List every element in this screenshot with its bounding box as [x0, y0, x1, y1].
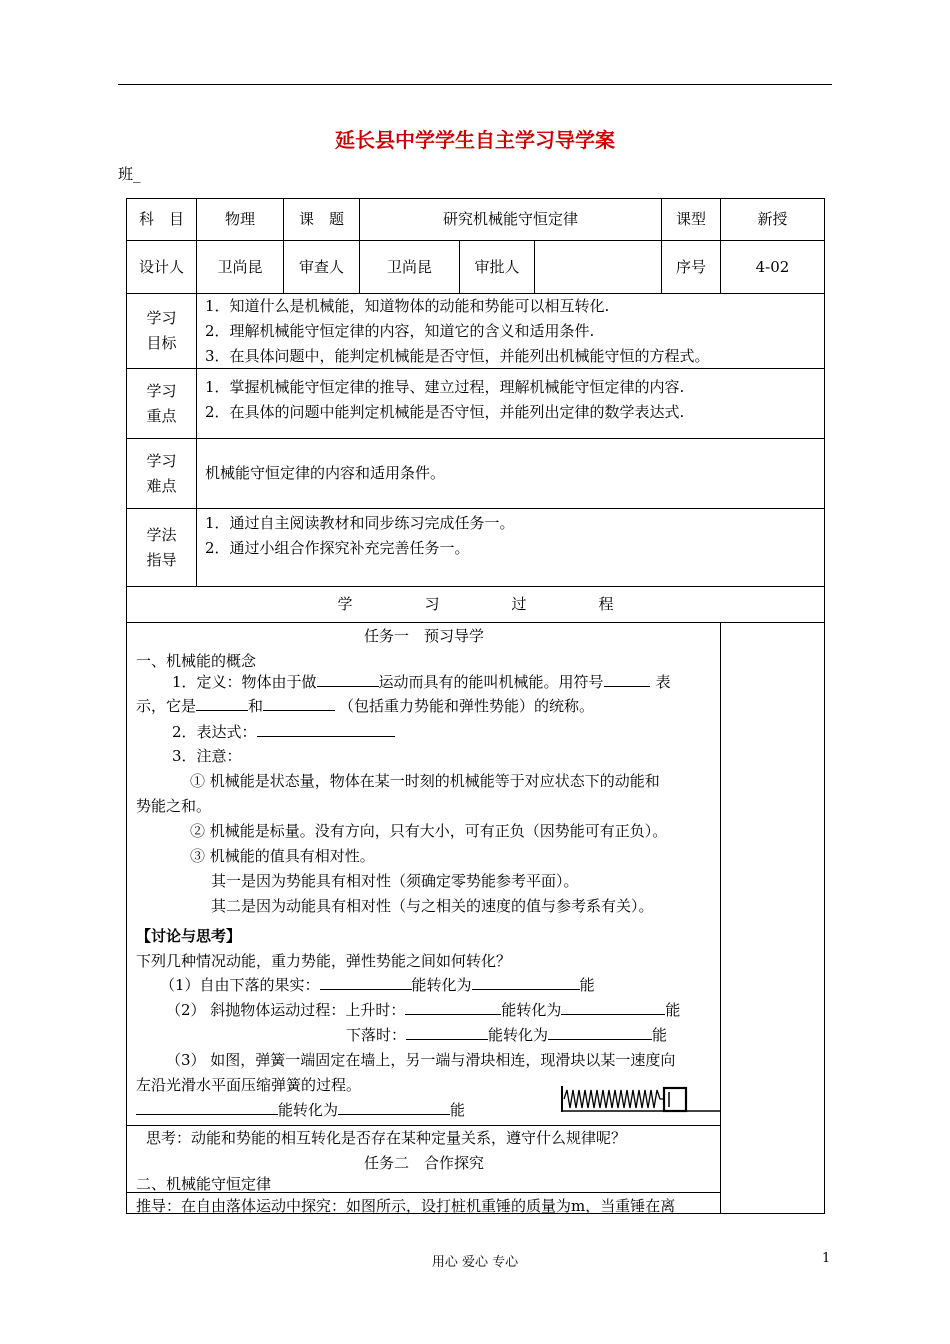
blank-q1-to[interactable]: [472, 975, 580, 990]
blank-q3-from[interactable]: [136, 1100, 278, 1115]
designer-label: 设计人: [138, 257, 184, 276]
difficulties-label: 学习 难点: [146, 451, 177, 495]
seq-value: 4-02: [755, 257, 790, 276]
blank-q2-up-to[interactable]: [561, 1000, 665, 1015]
goals-list: [205, 294, 820, 368]
class-label: 班_: [118, 165, 141, 183]
spring-block-diagram: [558, 1078, 722, 1118]
q3-line1: （3） 如图，弹簧一端固定在墙上，另一端与滑块相连，现滑块以某一速度向: [166, 1051, 676, 1069]
method-item: 1．通过自主阅读教材和同步练习完成任务一。: [205, 514, 515, 532]
expression-line: 2．表达式：: [172, 722, 395, 742]
method-item: 2．通过小组合作探究补充完善任务一。: [205, 539, 470, 557]
type-label: 课型: [675, 210, 706, 228]
footer-slogan: 用心 爱心 专心: [431, 1255, 519, 1270]
note-3: ③ 机械能的值具有相对性。: [190, 847, 375, 865]
process-heading: 学习过程: [337, 595, 686, 613]
designer-value: 卫尚昆: [217, 257, 263, 276]
blank-energy-a[interactable]: [196, 696, 248, 711]
task1-title: 任务一 预习导学: [363, 627, 484, 645]
difficulties-list: [205, 439, 820, 508]
blank-expression[interactable]: [257, 722, 395, 737]
goal-item: 2．理解机械能守恒定律的内容，知道它的含义和适用条件.: [205, 321, 595, 340]
subject-label: 科 目: [138, 210, 184, 228]
keypoint-item: 2．在具体的问题中能判定机械能是否守恒，并能列出定律的数学表达式.: [205, 403, 685, 421]
blank-q1-from[interactable]: [320, 975, 412, 990]
blank-q2-up-from[interactable]: [405, 1000, 501, 1015]
discussion-heading: 【讨论与思考】: [136, 927, 242, 945]
blank-q3-to[interactable]: [338, 1100, 450, 1115]
methods-list: [205, 511, 820, 561]
type-value: 新授: [757, 210, 788, 228]
blank-energy-b[interactable]: [263, 696, 335, 711]
keypoints-list: [205, 375, 820, 425]
approver-label: 审批人: [474, 257, 520, 276]
goals-label: 学习 目标: [146, 309, 177, 352]
note-1b: 势能之和。: [136, 797, 212, 815]
topic-value: 研究机械能守恒定律: [442, 210, 578, 228]
note-3b: 其二是因为动能具有相对性（与之相关的速度的值与参考系有关）。: [211, 897, 654, 915]
blank-q2-down-to[interactable]: [548, 1025, 652, 1040]
note-1a: ① 机械能是状态量，物体在某一时刻的机械能等于对应状态下的动能和: [190, 772, 660, 790]
q2-line2: 下落时： 能转化为 能: [346, 1026, 668, 1044]
definition-line2: 示，它是 和 （包括重力势能和弹性势能）的统称。: [136, 697, 595, 715]
definition-line1: 1．定义：物体由于做 运动而具有的能叫机械能。用符号 表: [172, 673, 671, 691]
goal-item: 3．在具体问题中，能判定机械能是否守恒，并能列出机械能守恒的方程式。: [205, 346, 710, 365]
q1-line: （1）自由下落的果实： 能转化为 能: [160, 976, 595, 994]
note-heading: 3．注意：: [172, 747, 242, 765]
difficulty-item: 机械能守恒定律的内容和适用条件。: [205, 464, 446, 482]
discussion-question: 下列几种情况动能，重力势能，弹性势能之间如何转化？: [136, 952, 512, 970]
section1-heading: 一、机械能的概念: [136, 652, 257, 670]
document-title: 延长县中学学生自主学习导学案: [335, 128, 615, 152]
blank-symbol[interactable]: [604, 672, 650, 687]
seq-label: 序号: [675, 257, 706, 276]
derivation-intro: 推导：在自由落体运动中探究：如图所示，设打桩机重锤的质量为m，当重锤在离: [136, 1197, 676, 1215]
blank-q2-down-from[interactable]: [406, 1025, 488, 1040]
subject-value: 物理: [224, 210, 255, 228]
goal-item: 1．知道什么是机械能，知道物体的动能和势能可以相互转化.: [205, 296, 610, 315]
approver-value: [535, 241, 661, 293]
reviewer-label: 审查人: [298, 257, 344, 276]
keypoints-label: 学习 重点: [146, 381, 177, 425]
q3-line2: 左沿光滑水平面压缩弹簧的过程。: [136, 1076, 362, 1094]
blank-motion[interactable]: [317, 672, 379, 687]
keypoint-item: 1．掌握机械能守恒定律的推导、建立过程，理解机械能守恒定律的内容.: [205, 378, 685, 396]
header-rule: [118, 84, 832, 85]
topic-label: 课 题: [298, 210, 344, 228]
methods-label: 学法 指导: [146, 525, 177, 569]
task2-title: 任务二 合作探究: [363, 1154, 484, 1172]
q2-line1: （2） 斜抛物体运动过程：上升时： 能转化为 能: [166, 1001, 681, 1019]
think-question: 思考：动能和势能的相互转化是否存在某种定量关系，遵守什么规律呢？: [146, 1129, 627, 1147]
note-3a: 其一是因为势能具有相对性（须确定零势能参考平面）。: [211, 872, 579, 890]
section2-heading: 二、机械能守恒定律: [136, 1175, 272, 1193]
page-number: 1: [822, 1251, 831, 1266]
reviewer-value: 卫尚昆: [386, 257, 432, 276]
note-2: ② 机械能是标量。没有方向，只有大小，可有正负（因势能可有正负）。: [190, 822, 668, 840]
q3-line3: 能转化为 能: [136, 1100, 465, 1120]
